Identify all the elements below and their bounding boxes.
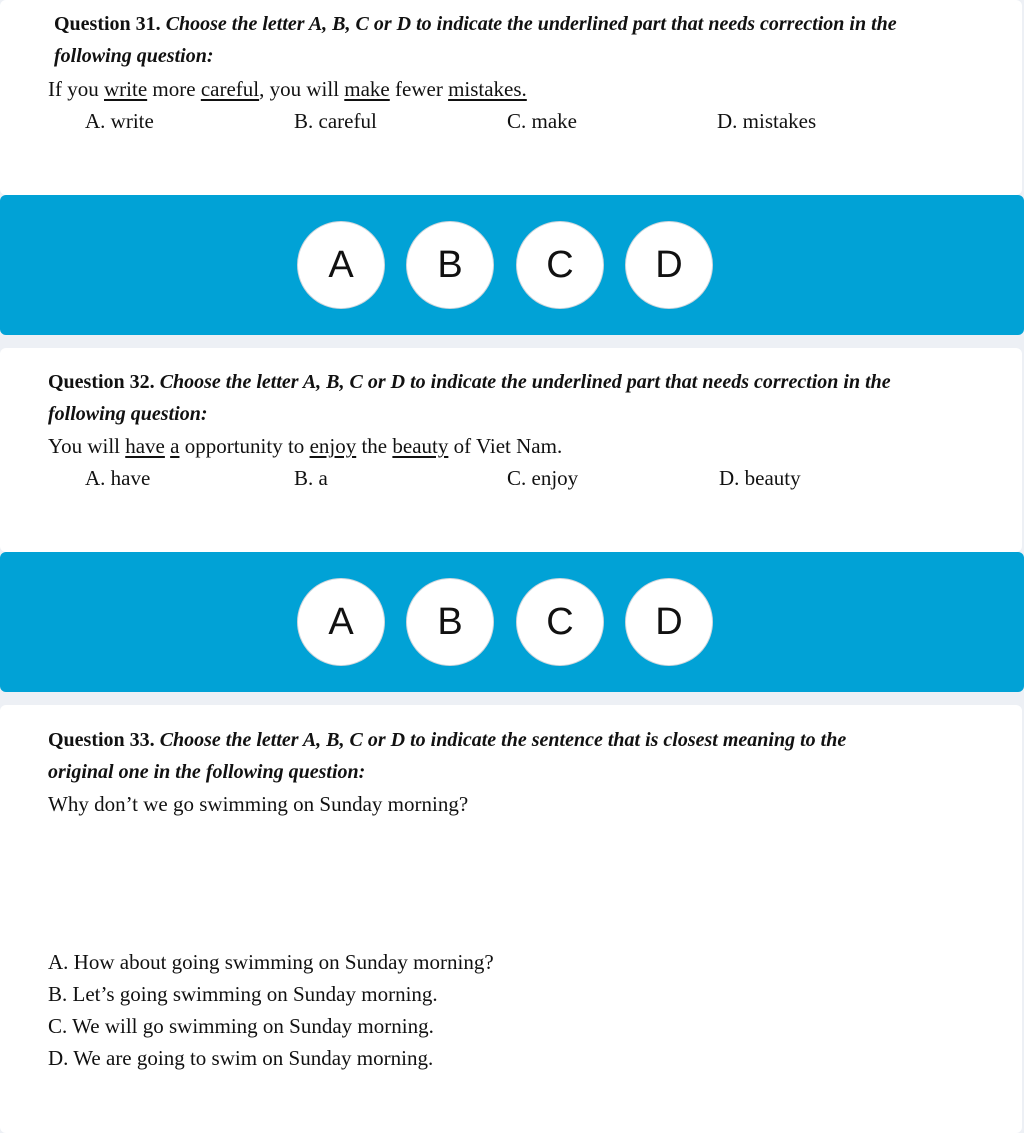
answer-a-button[interactable]: A: [297, 221, 385, 309]
underlined-part: write: [104, 77, 148, 101]
question-33-option-b: B. Let’s going swimming on Sunday morning.: [48, 982, 438, 1006]
question-33-instruction: Choose the letter A, B, C or D to indicate the sentence that is closest meaning to the original one in the following question:: [48, 729, 847, 783]
question-32-option-a: A. have: [85, 466, 151, 490]
question-31-prompt: [54, 8, 912, 72]
answer-d-button[interactable]: D: [625, 221, 713, 309]
question-31-option-c: C. make: [507, 109, 577, 133]
question-32-instruction: Choose the letter A, B, C or D to indicate the underlined part that needs correction in the following question:: [48, 371, 891, 425]
underlined-part: mistakes.: [448, 77, 527, 101]
underlined-part: beauty: [392, 434, 449, 458]
question-31-sentence: [48, 73, 527, 105]
question-32-option-b: B. a: [294, 466, 328, 490]
question-32-card: [0, 348, 1022, 552]
question-31-card: [0, 0, 1022, 195]
answer-c-button[interactable]: C: [516, 221, 604, 309]
underlined-part: make: [344, 77, 390, 101]
answer-a-button[interactable]: A: [297, 578, 385, 666]
question-31-option-b: B. careful: [294, 109, 377, 133]
question-32-prompt: [48, 366, 912, 430]
underlined-part: enjoy: [309, 434, 357, 458]
sentence-text: of Viet Nam.: [448, 434, 563, 458]
sentence-text: , you will: [259, 77, 345, 101]
question-31-number: Question 31.: [54, 13, 161, 35]
question-33-option-c: C. We will go swimming on Sunday morning.: [48, 1014, 434, 1038]
question-33-option-a: A. How about going swimming on Sunday morning?: [48, 950, 494, 974]
sentence-text: You will: [48, 434, 126, 458]
question-32-sentence: [48, 430, 562, 462]
answer-d-button[interactable]: D: [625, 578, 713, 666]
sentence-text: the: [356, 434, 393, 458]
question-32-number: Question 32.: [48, 371, 155, 393]
question-31-option-a: A. write: [85, 109, 154, 133]
question-33-card: [0, 705, 1022, 1133]
question-33-option-d: D. We are going to swim on Sunday morning.: [48, 1046, 434, 1070]
answer-b-button[interactable]: B: [406, 221, 494, 309]
underlined-part: a: [170, 434, 180, 458]
sentence-text: If you: [48, 77, 104, 101]
question-33-prompt: [48, 724, 912, 788]
answer-bar-1: [0, 195, 1024, 335]
sentence-text: fewer: [389, 77, 449, 101]
underlined-part: have: [125, 434, 165, 458]
answer-c-button[interactable]: C: [516, 578, 604, 666]
sentence-text: opportunity to: [179, 434, 310, 458]
underlined-part: careful: [200, 77, 260, 101]
question-32-option-d: D. beauty: [719, 466, 801, 490]
answer-bar-2: [0, 552, 1024, 692]
answer-b-button[interactable]: B: [406, 578, 494, 666]
question-32-option-c: C. enjoy: [507, 466, 579, 490]
sentence-text: more: [147, 77, 201, 101]
question-31-option-d: D. mistakes: [717, 109, 817, 133]
question-33-number: Question 33.: [48, 729, 155, 751]
question-31-instruction: Choose the letter A, B, C or D to indicate the underlined part that needs correction in the following question:: [54, 13, 897, 67]
question-33-sentence: Why don’t we go swimming on Sunday morning?: [48, 792, 469, 816]
